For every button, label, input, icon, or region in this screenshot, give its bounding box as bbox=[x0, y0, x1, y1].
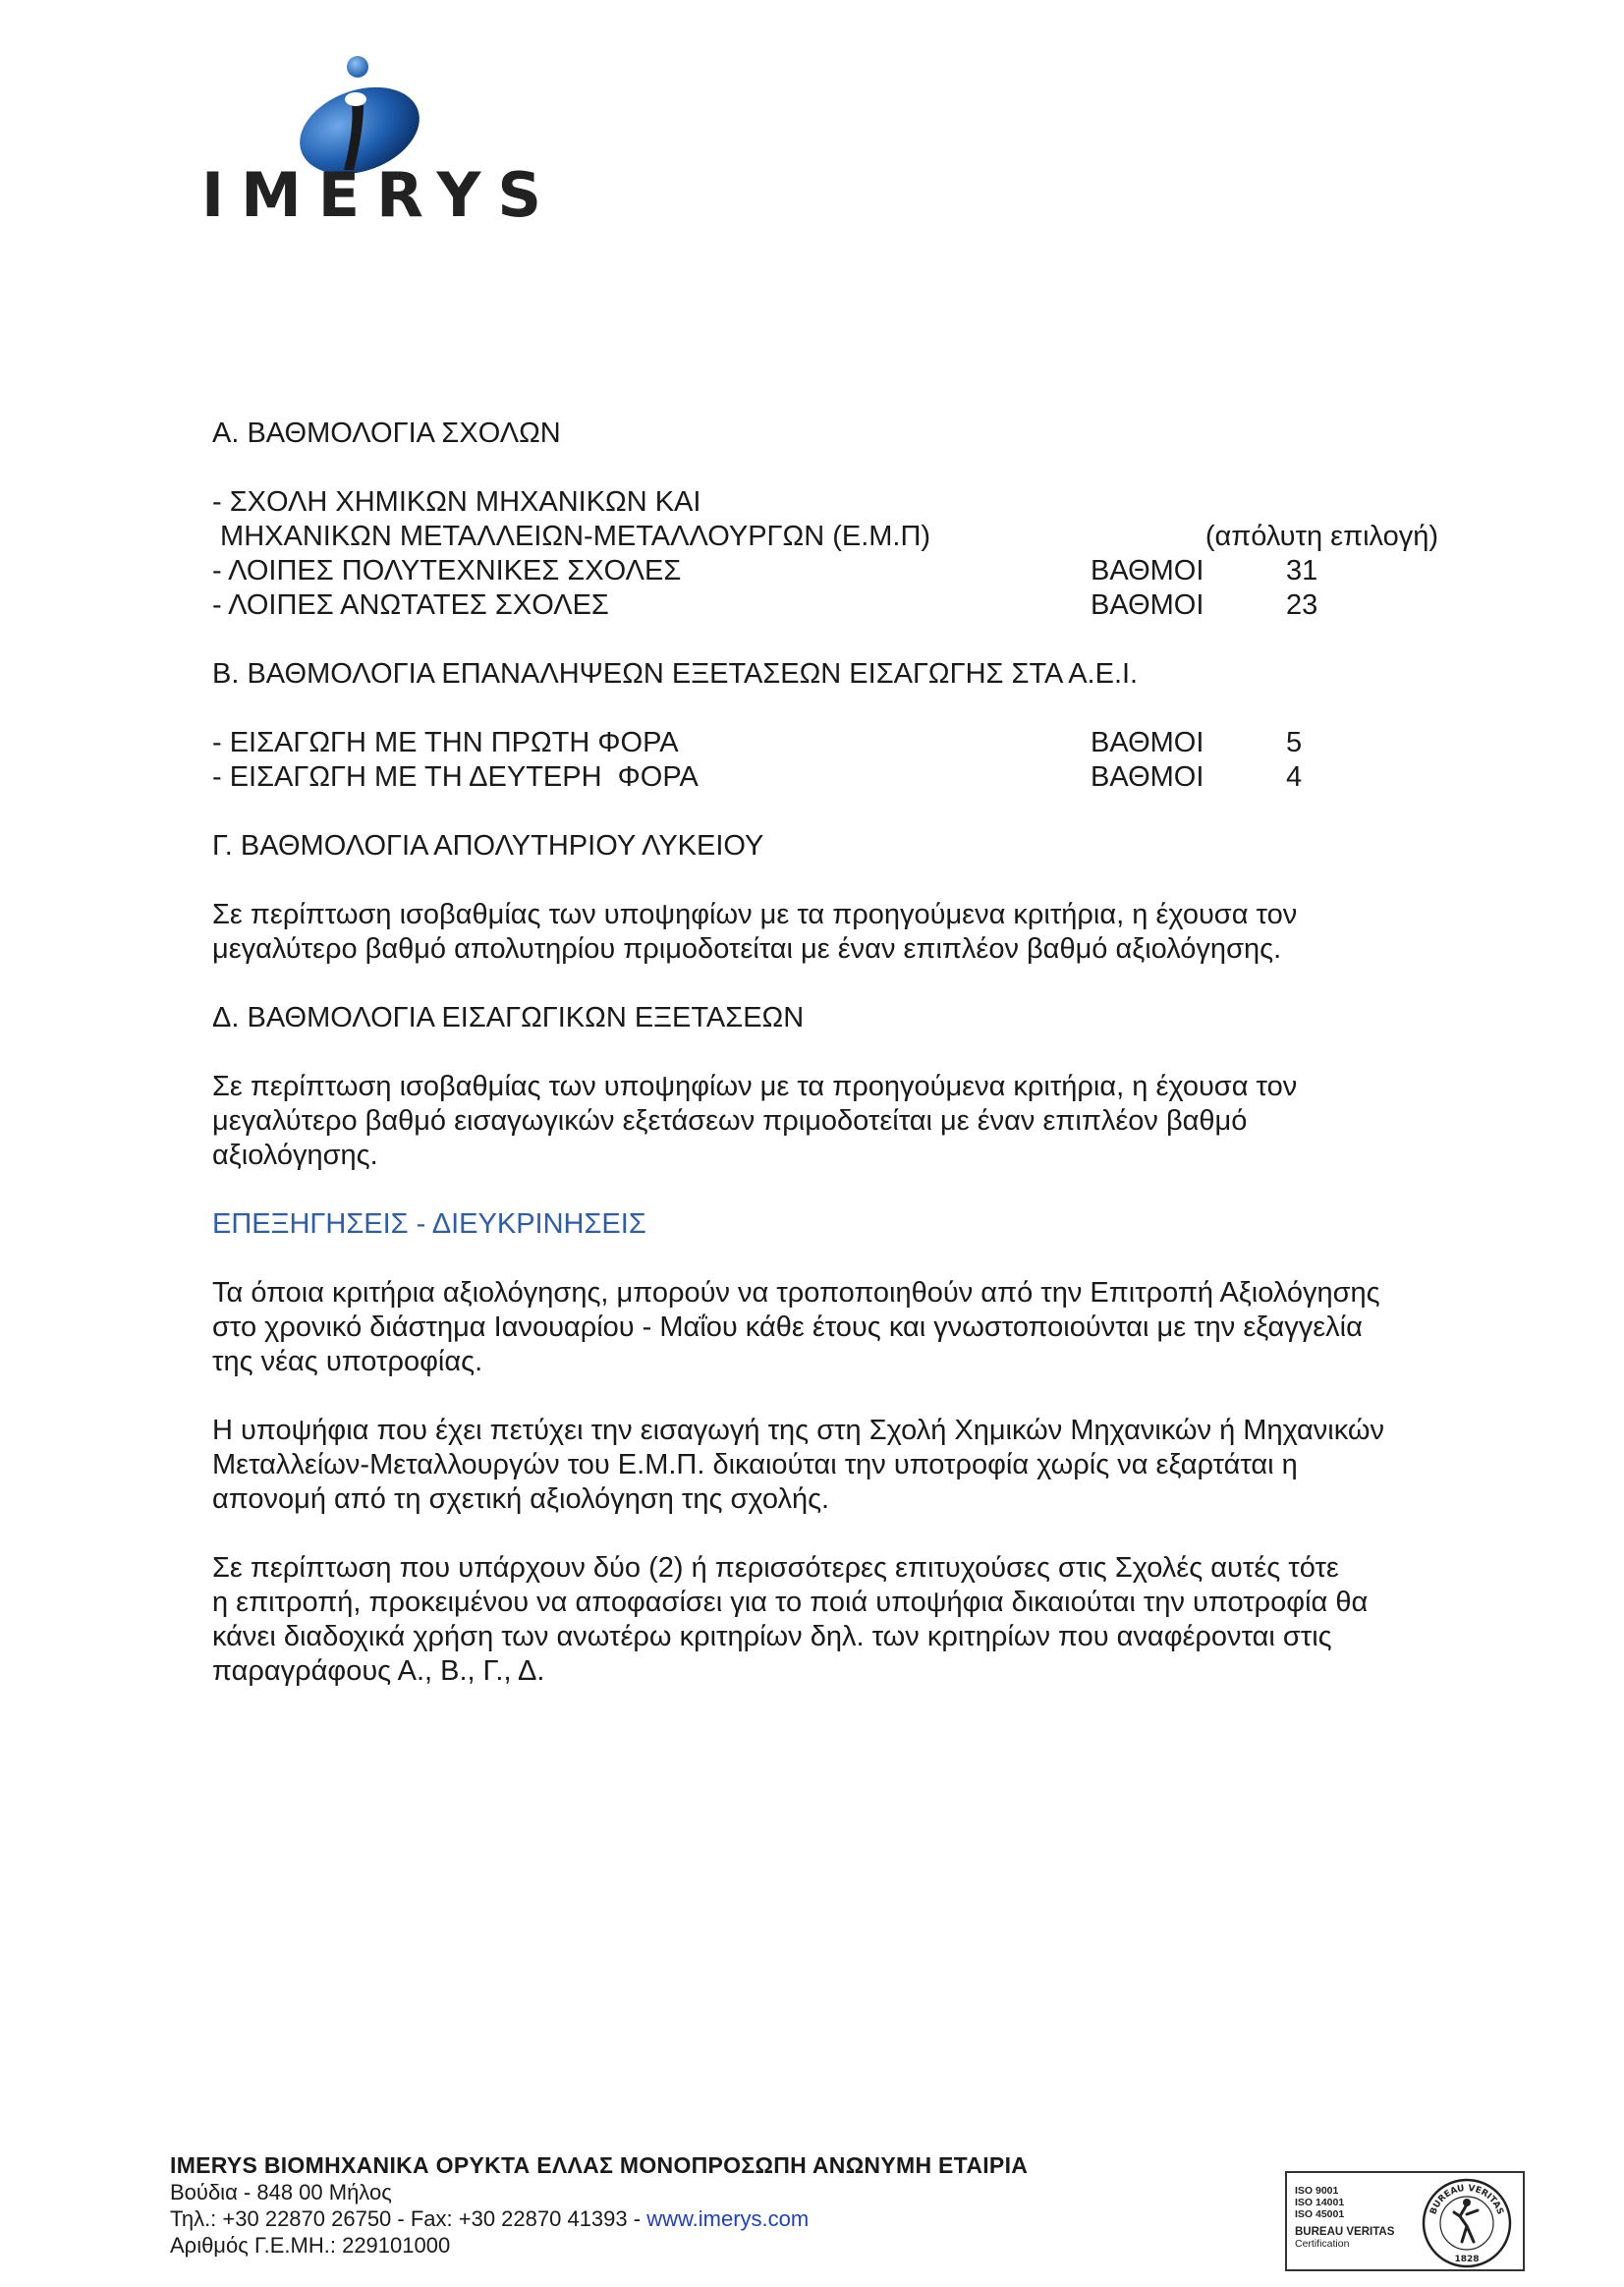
absolute-selection-note: (απόλυτη επιλογή) bbox=[1204, 521, 1438, 552]
school-row-chemical-line1: - ΣΧΟΛΗ ΧΗΜΙΚΩΝ ΜΗΧΑΝΙΚΩΝ ΚΑΙ bbox=[212, 486, 701, 518]
imerys-logo bbox=[201, 54, 559, 251]
notes-title: ΕΠΕΞΗΓΗΣΕΙΣ - ΔΙΕΥΚΡΙΝΗΣΕΙΣ bbox=[212, 1208, 646, 1240]
footer-phone-fax: Τηλ.: +30 22870 26750 - Fax: +30 22870 41393 - bbox=[170, 2206, 647, 2231]
footer-address: Βούδια - 848 00 Μήλος bbox=[170, 2180, 392, 2204]
seal-arc-text: BUREAU VERITAS bbox=[1428, 2183, 1505, 2216]
school-row-chemical-line2: ΜΗΧΑΝΙΚΩΝ ΜΕΤΑΛΛΕΙΩΝ-ΜΕΤΑΛΛΟΥΡΓΩΝ (Ε.Μ.Π) (απόλυτη επιλογή) bbox=[212, 521, 1438, 552]
logo-wordmark: IMERYS bbox=[201, 159, 559, 231]
retake-row-first: - ΕΙΣΑΓΩΓΗ ΜΕ ΤΗΝ ΠΡΩΤΗ ΦΟΡΑ ΒΑΘΜΟΙ 5 bbox=[212, 727, 1303, 758]
school-row-polytechnic: - ΛΟΙΠΕΣ ΠΟΛΥΤΕΧΝΙΚΕΣ ΣΧΟΛΕΣ ΒΑΘΜΟΙ 31 bbox=[212, 555, 1318, 586]
document-body bbox=[212, 417, 1444, 1689]
section-d-text: Σε περίπτωση ισοβαθμίας των υποψηφίων με τα προηγούμενα κριτήρια, η έχουσα τον μεγαλύτερο βαθμό εισαγωγικών εξετάσεων πριμοδοτείται με έναν επιπλέον βαθμό αξιολόγησης. bbox=[212, 1071, 1298, 1171]
certification-text: ISO 9001 ISO 14001 ISO 45001 BUREAU VERITAS Certification bbox=[1295, 2185, 1395, 2250]
footer-company-name: IMERYS ΒΙΟΜΗΧΑΝΙΚΑ ΟΡΥΚΤΑ ΕΛΛΑΣ ΜΟΝΟΠΡΟΣΩΠΗ ΑΝΩΝΥΜΗ ΕΤΑΙΡΙΑ bbox=[170, 2152, 1029, 2178]
section-a-title: Α. ΒΑΘΜΟΛΟΓΙΑ ΣΧΟΛΩΝ bbox=[212, 418, 561, 449]
section-b-title: Β. ΒΑΘΜΟΛΟΓΙΑ ΕΠΑΝΑΛΗΨΕΩΝ ΕΞΕΤΑΣΕΩΝ ΕΙΣΑΓΩΓΗΣ ΣΤΑ Α.Ε.Ι. bbox=[212, 658, 1139, 690]
section-c-title: Γ. ΒΑΘΜΟΛΟΓΙΑ ΑΠΟΛΥΤΗΡΙΟΥ ΛΥΚΕΙΟΥ bbox=[212, 830, 764, 862]
note-1: Τα όποια κριτήρια αξιολόγησης, μπορούν να τροποποιηθούν από την Επιτροπή Αξιολόγησης στο χρονικό διάστημα Ιανουαρίου - Μαΐου κάθε έτους και γνωστοποιούνται με την εξαγγελία της νέας υποτροφίας. bbox=[212, 1277, 1380, 1377]
certification-badge bbox=[1285, 2171, 1525, 2271]
retake-row-second: - ΕΙΣΑΓΩΓΗ ΜΕ ΤΗ ΔΕΥΤΕΡΗ ΦΟΡΑ ΒΑΘΜΟΙ 4 bbox=[212, 761, 1303, 793]
page-footer bbox=[170, 2152, 1028, 2259]
bureau-veritas-seal-icon bbox=[1421, 2177, 1513, 2269]
note-2: Η υποψήφια που έχει πετύχει την εισαγωγή της στη Σχολή Χημικών Μηχανικών ή Μηχανικών Μεταλλείων-Μεταλλουργών του Ε.Μ.Π. δικαιούται την υποτροφία χωρίς να εξαρτάται η απονομή από τη σχετική αξιολόγηση της σχολής. bbox=[212, 1415, 1385, 1515]
footer-registry: Αριθμός Γ.Ε.ΜΗ.: 229101000 bbox=[170, 2233, 451, 2258]
section-c-text: Σε περίπτωση ισοβαθμίας των υποψηφίων με τα προηγούμενα κριτήρια, η έχουσα τον μεγαλύτερο βαθμό απολυτηρίου πριμοδοτείται με έναν επιπλέον βαθμό αξιολόγησης. bbox=[212, 899, 1298, 965]
footer-contact bbox=[170, 2205, 1028, 2232]
school-row-other-higher: - ΛΟΙΠΕΣ ΑΝΩΤΑΤΕΣ ΣΧΟΛΕΣ ΒΑΘΜΟΙ 23 bbox=[212, 589, 1318, 621]
footer-website-link[interactable]: www.imerys.com bbox=[646, 2206, 810, 2231]
note-3: Σε περίπτωση που υπάρχουν δύο (2) ή περισσότερες επιτυχούσες στις Σχολές αυτές τότε η επιτροπή, προκειμένου να αποφασίσει για το ποιά υποψήφια δικαιούται την υποτροφία θα κάνει διαδοχικά χρήση των ανωτέρω κριτηρίων δηλ. των κριτηρίων που αναφέρονται στις παραγράφους Α., Β., Γ., Δ. bbox=[212, 1552, 1369, 1687]
section-d-title: Δ. ΒΑΘΜΟΛΟΓΙΑ ΕΙΣΑΓΩΓΙΚΩΝ ΕΞΕΤΑΣΕΩΝ bbox=[212, 1002, 805, 1033]
seal-year: 1828 bbox=[1454, 2255, 1480, 2264]
